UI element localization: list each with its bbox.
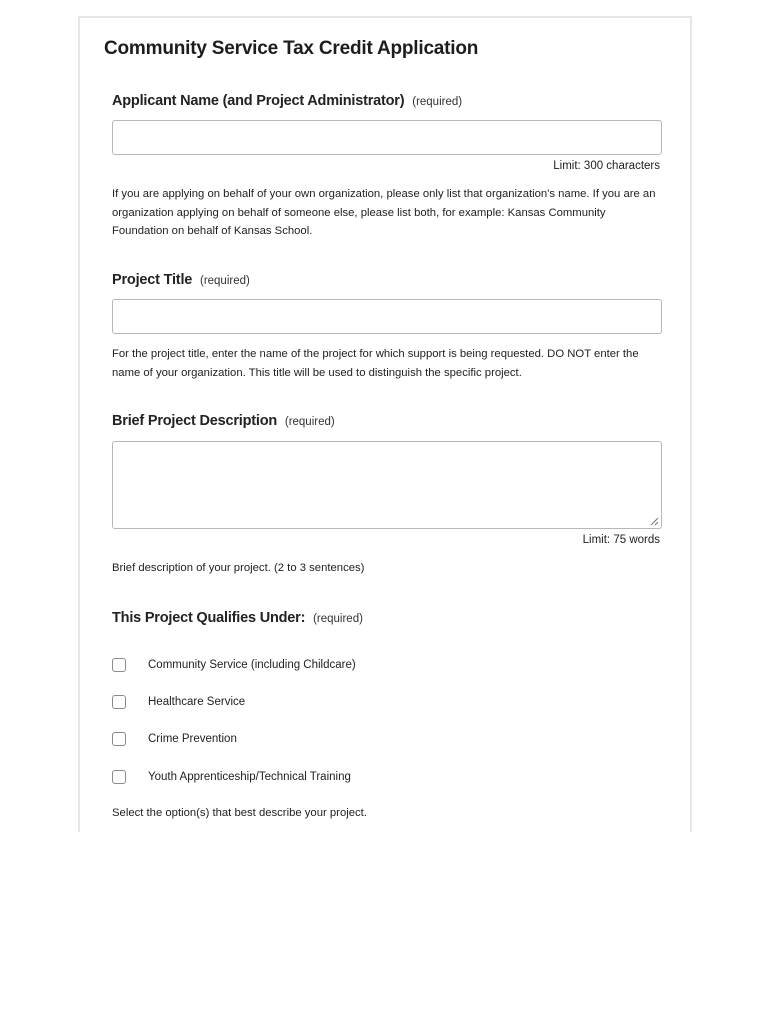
healthcare-service-checkbox[interactable] — [112, 695, 126, 709]
option-youth-apprenticeship[interactable] — [112, 769, 351, 785]
project-description-help: Brief description of your project. (2 to 3 sentences) — [112, 562, 365, 574]
required-indicator: (required) — [284, 416, 335, 428]
required-indicator: (required) — [412, 96, 463, 108]
youth-apprenticeship-checkbox[interactable] — [112, 770, 126, 784]
qualifies-under-help: Select the option(s) that best describe your project. — [112, 807, 367, 819]
qualifies-under-label-text: This Project Qualifies Under: — [112, 610, 306, 626]
form-card — [78, 16, 692, 832]
option-healthcare-service[interactable] — [112, 694, 245, 710]
applicant-name-limit: Limit: 300 characters — [553, 160, 660, 172]
applicant-name-help: If you are applying on behalf of your own organization, please only list that organization's name. If you are an organization applying on behalf of someone else, please list both, for example: Kansas Community Foundation on behalf of Kansas School. — [112, 188, 656, 237]
community-service-checkbox[interactable] — [112, 658, 126, 672]
required-indicator: (required) — [313, 613, 363, 625]
project-title-label-text: Project Title — [112, 272, 193, 288]
option-label[interactable]: Community Service (including Childcare) — [148, 659, 356, 671]
option-label[interactable]: Crime Prevention — [148, 733, 237, 745]
option-crime-prevention[interactable] — [112, 731, 237, 747]
crime-prevention-checkbox[interactable] — [112, 732, 126, 746]
applicant-name-label — [112, 93, 462, 109]
project-title-help: For the project title, enter the name of the project for which support is being requested. DO NOT enter the name of your organization. This title will be used to distinguish the specific project. — [112, 348, 639, 379]
option-label[interactable]: Healthcare Service — [148, 696, 246, 708]
project-title-label — [112, 272, 250, 288]
resize-grip-icon[interactable] — [650, 517, 659, 526]
required-indicator: (required) — [199, 275, 250, 287]
form-title: Community Service Tax Credit Application — [104, 38, 479, 59]
project-description-limit: Limit: 75 words — [582, 534, 660, 546]
project-description-label-text: Brief Project Description — [112, 413, 278, 429]
project-description-label — [112, 413, 335, 429]
option-community-service[interactable] — [112, 657, 356, 673]
project-title-input[interactable] — [112, 299, 662, 334]
applicant-name-input[interactable] — [112, 120, 662, 155]
qualifies-under-label — [112, 610, 363, 626]
applicant-name-label-text: Applicant Name (and Project Administrator) — [112, 93, 405, 109]
option-label[interactable]: Youth Apprenticeship/Technical Training — [148, 771, 351, 783]
project-description-textarea[interactable] — [112, 441, 662, 529]
